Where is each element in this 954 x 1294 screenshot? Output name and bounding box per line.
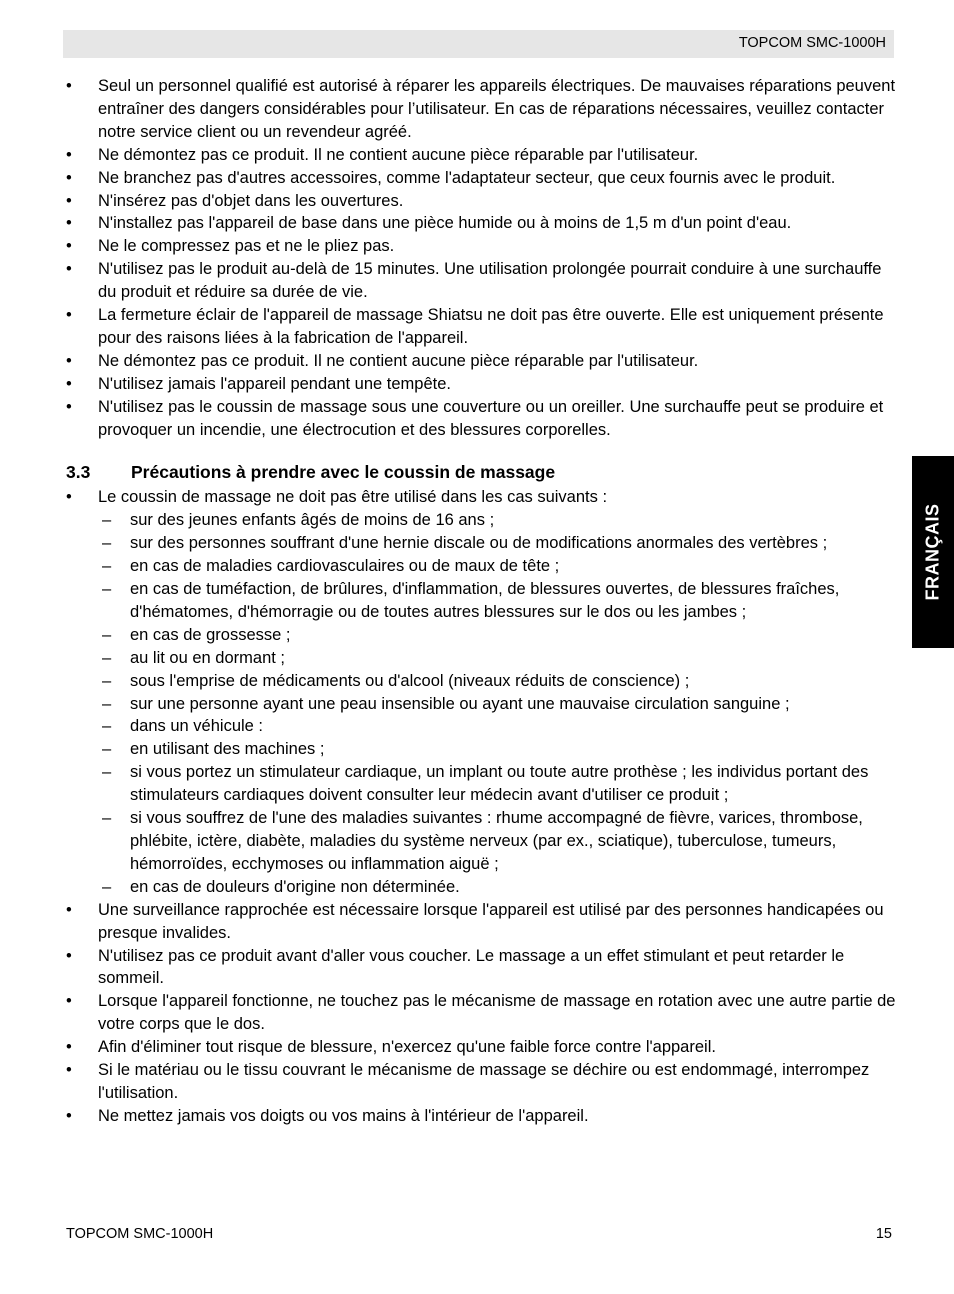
sub-list-item: – sur une personne ayant une peau insensible ou ayant une mauvaise circulation sanguine ; [66, 693, 896, 716]
sub-list-item: – au lit ou en dormant ; [66, 647, 896, 670]
list-item: • Ne démontez pas ce produit. Il ne contient aucune pièce réparable par l'utilisateur. [66, 350, 896, 373]
list-item: • Afin d'éliminer tout risque de blessure, n'exercez qu'une faible force contre l'appareil. [66, 1036, 896, 1059]
list-item: • Ne démontez pas ce produit. Il ne contient aucune pièce réparable par l'utilisateur. [66, 144, 896, 167]
sub-list-item: – si vous portez un stimulateur cardiaque, un implant ou toute autre prothèse ; les individus portant des stimulateurs cardiaques doivent consulter leur médecin avant d'utiliser ce produit ; [66, 761, 896, 807]
list-item: • Si le matériau ou le tissu couvrant le mécanisme de massage se déchire ou est endommagé, interrompez l'utilisation. [66, 1059, 896, 1105]
list-item: • La fermeture éclair de l'appareil de massage Shiatsu ne doit pas être ouverte. Elle est uniquement présente pour des raisons liées à la fabrication de l'appareil. [66, 304, 896, 350]
precautions-list [66, 486, 896, 509]
sub-list-item: – en utilisant des machines ; [66, 738, 896, 761]
list-item: • Une surveillance rapprochée est nécessaire lorsque l'appareil est utilisé par des personnes handicapées ou presque invalides. [66, 899, 896, 945]
safety-list-top [66, 75, 896, 442]
list-item: • N'utilisez pas le produit au-delà de 15 minutes. Une utilisation prolongée pourrait conduire à une surchauffe du produit et réduire sa durée de vie. [66, 258, 896, 304]
list-item: • Seul un personnel qualifié est autorisé à réparer les appareils électriques. De mauvaises réparations peuvent entraîner des dangers considérables pour l’utilisateur. En cas de réparations nécessaires, veuillez contacter notre service client ou un revendeur agréé. [66, 75, 896, 144]
language-tab [912, 456, 954, 648]
list-item: • N'utilisez pas ce produit avant d'aller vous coucher. Le massage a un effet stimulant et peut retarder le sommeil. [66, 945, 896, 991]
list-item: • N'utilisez pas le coussin de massage sous une couverture ou un oreiller. Une surchauffe peut se produire et provoquer un incendie, une électrocution et des blessures corporelles. [66, 396, 896, 442]
header-bar [63, 30, 894, 58]
sub-list-item: – en cas de tuméfaction, de brûlures, d'inflammation, de blessures ouvertes, de blessures fraîches, d'hématomes, d'hémorragie ou de toutes autres blessures sur le dos ou les jambes ; [66, 578, 896, 624]
page-number: 15 [875, 1226, 892, 1242]
header-product: TOPCOM SMC-1000H [738, 35, 886, 51]
sub-list-item: – si vous souffrez de l'une des maladies suivantes : rhume accompagné de fièvre, varices, thrombose, phlébite, ictère, diabète, maladies du système nerveux (par ex., sciatique), tuberculose, tumeurs, hémorroïdes, ecchymoses ou inflammation aiguë ; [66, 807, 896, 876]
sub-list-item: – en cas de maladies cardiovasculaires ou de maux de tête ; [66, 555, 896, 578]
footer-product: TOPCOM SMC-1000H [66, 1226, 214, 1242]
list-item: • Ne le compressez pas et ne le pliez pas. [66, 235, 896, 258]
precautions-list-continued [66, 899, 896, 1128]
list-item: • Ne branchez pas d'autres accessoires, comme l'adaptateur secteur, que ceux fournis avec le produit. [66, 167, 896, 190]
precautions-intro: Le coussin de massage ne doit pas être utilisé dans les cas suivants : [98, 488, 608, 507]
contraindications-list [66, 509, 896, 898]
sub-list-item: – en cas de grossesse ; [66, 624, 896, 647]
sub-list-item: – sous l'emprise de médicaments ou d'alcool (niveaux réduits de conscience) ; [66, 670, 896, 693]
page-content [66, 75, 896, 1128]
sub-list-item: – sur des jeunes enfants âgés de moins de 16 ans ; [66, 509, 896, 532]
list-item: • N'installez pas l'appareil de base dans une pièce humide ou à moins de 1,5 m d'un point d'eau. [66, 212, 896, 235]
language-label: FRANÇAIS [922, 503, 943, 601]
list-item [66, 486, 896, 509]
sub-list-item: – en cas de douleurs d'origine non déterminée. [66, 876, 896, 899]
list-item: • N'utilisez jamais l'appareil pendant une tempête. [66, 373, 896, 396]
section-title: Précautions à prendre avec le coussin de massage [131, 461, 556, 482]
section-number: 3.3 [66, 461, 91, 482]
list-item: • N'insérez pas d'objet dans les ouvertures. [66, 190, 896, 213]
section-heading [66, 461, 896, 484]
sub-list-item: – dans un véhicule : [66, 715, 896, 738]
sub-list-item: – sur des personnes souffrant d'une hernie discale ou de modifications anormales des vertèbres ; [66, 532, 896, 555]
list-item: • Ne mettez jamais vos doigts ou vos mains à l'intérieur de l'appareil. [66, 1105, 896, 1128]
list-item: • Lorsque l'appareil fonctionne, ne touchez pas le mécanisme de massage en rotation avec une autre partie de votre corps que le dos. [66, 990, 896, 1036]
